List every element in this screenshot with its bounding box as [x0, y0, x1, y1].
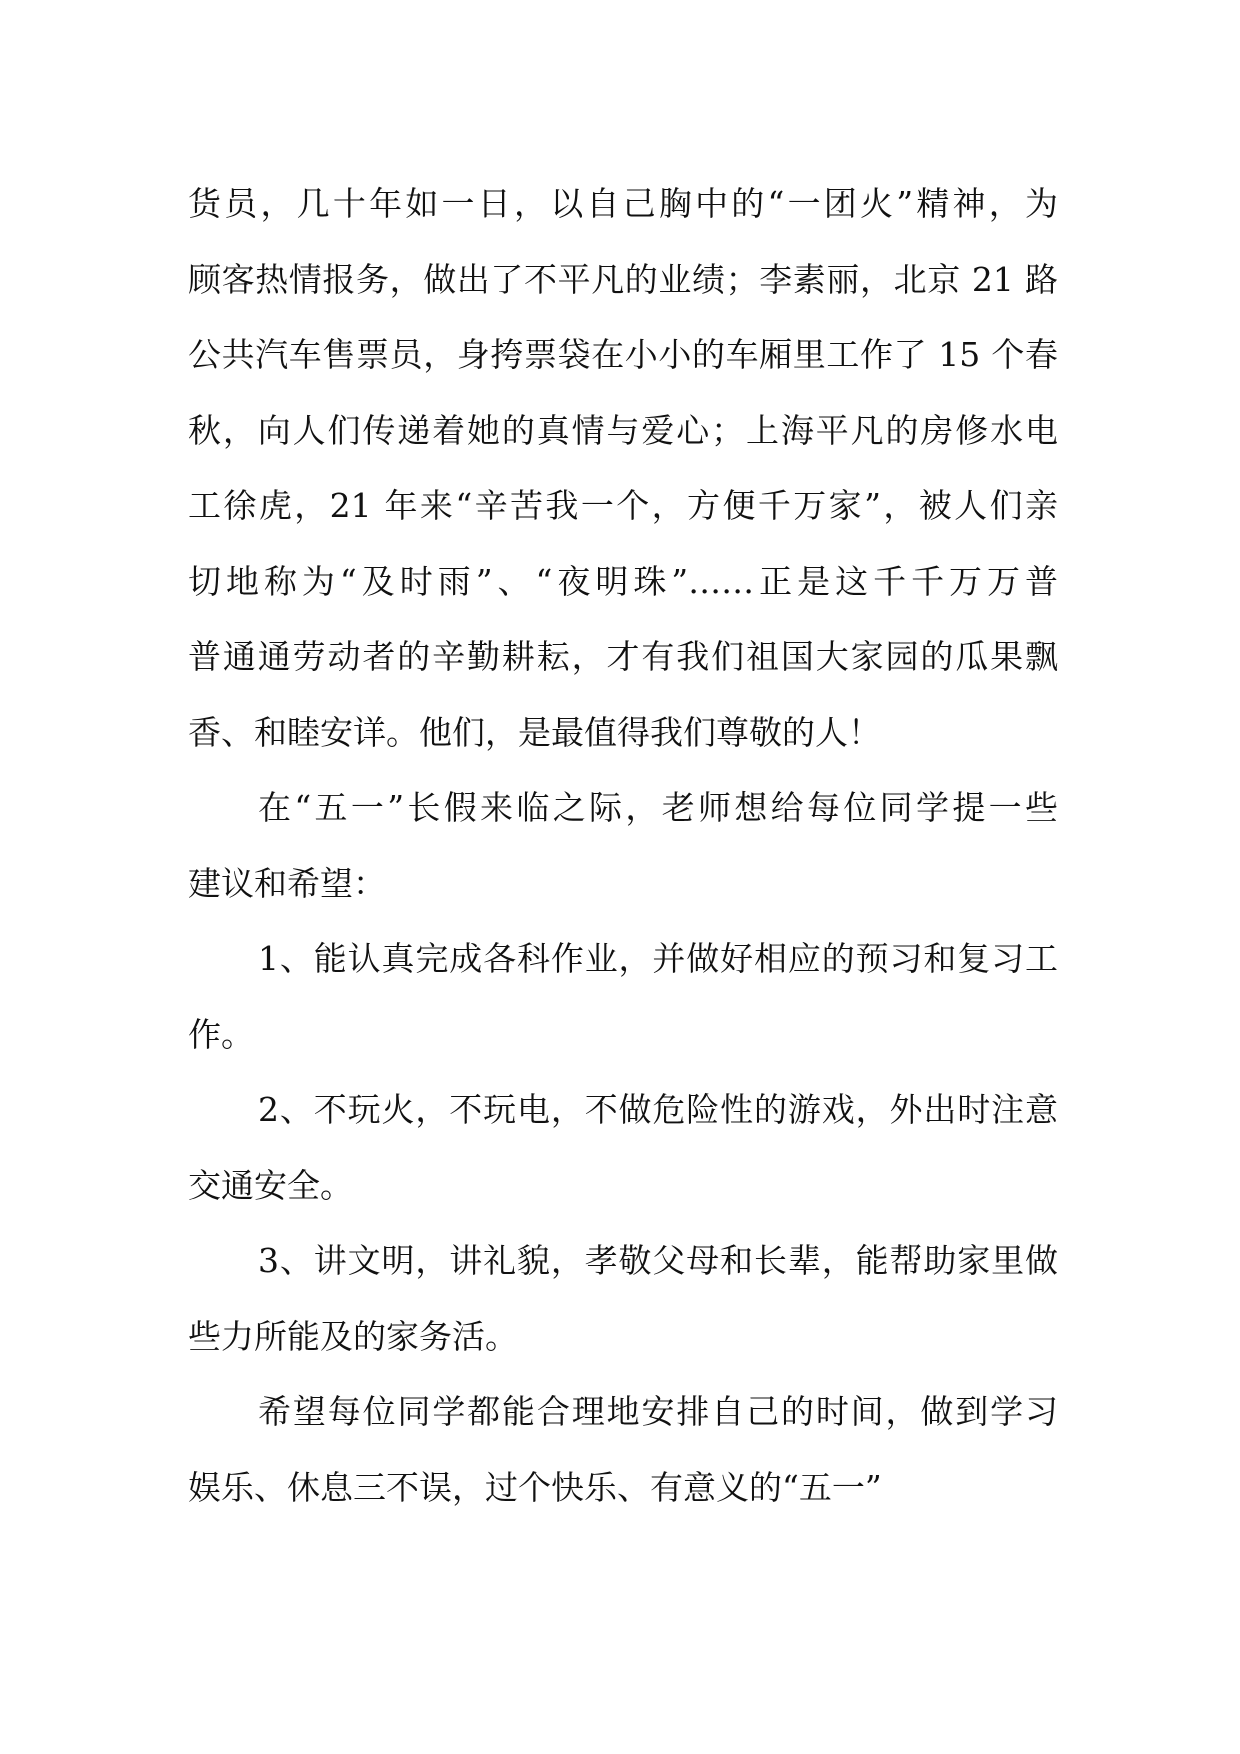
text-line: 公共汽车售票员，身挎票袋在小小的车厢里工作了 15 个春 [188, 335, 1058, 374]
list-item-first-line: 1、能认真完成各科作业，并做好相应的预习和复习工 [258, 939, 1058, 978]
paragraph-first-line: 希望每位同学都能合理地安排自己的时间，做到学习 [258, 1392, 1058, 1431]
text-line: 顾客热情报务，做出了不平凡的业绩；李素丽，北京 21 路 [188, 259, 1058, 299]
text-line: 作。 [188, 1014, 254, 1054]
list-item-first-line: 2、不玩火，不玩电，不做危险性的游戏，外出时注意 [258, 1090, 1058, 1129]
text-line: 切地称为“及时雨”、“夜明珠”……正是这千千万万普 [188, 561, 1058, 601]
text-line: 些力所能及的家务活。 [188, 1316, 518, 1356]
list-item-first-line: 3、讲文明，讲礼貌，孝敬父母和长辈，能帮助家里做 [258, 1241, 1058, 1280]
text-line: 交通安全。 [188, 1165, 353, 1205]
text-line: 秋，向人们传递着她的真情与爱心；上海平凡的房修水电 [188, 410, 1058, 450]
paragraph-first-line: 在“五一”长假来临之际，老师想给每位同学提一些 [258, 788, 1058, 827]
text-line: 普通通劳动者的辛勤耕耘，才有我们祖国大家园的瓜果飘 [188, 637, 1058, 676]
text-line: 货员，几十年如一日，以自己胸中的“一团火”精神，为 [188, 184, 1058, 223]
text-line: 香、和睦安详。他们，是最值得我们尊敬的人！ [188, 712, 881, 752]
text-line: 娱乐、休息三不误，过个快乐、有意义的“五一” [188, 1467, 882, 1507]
document-body [188, 166, 1058, 1525]
text-line: 工徐虎，21 年来“辛苦我一个，方便千万家”，被人们亲 [188, 486, 1058, 525]
text-line: 建议和希望： [188, 863, 386, 903]
